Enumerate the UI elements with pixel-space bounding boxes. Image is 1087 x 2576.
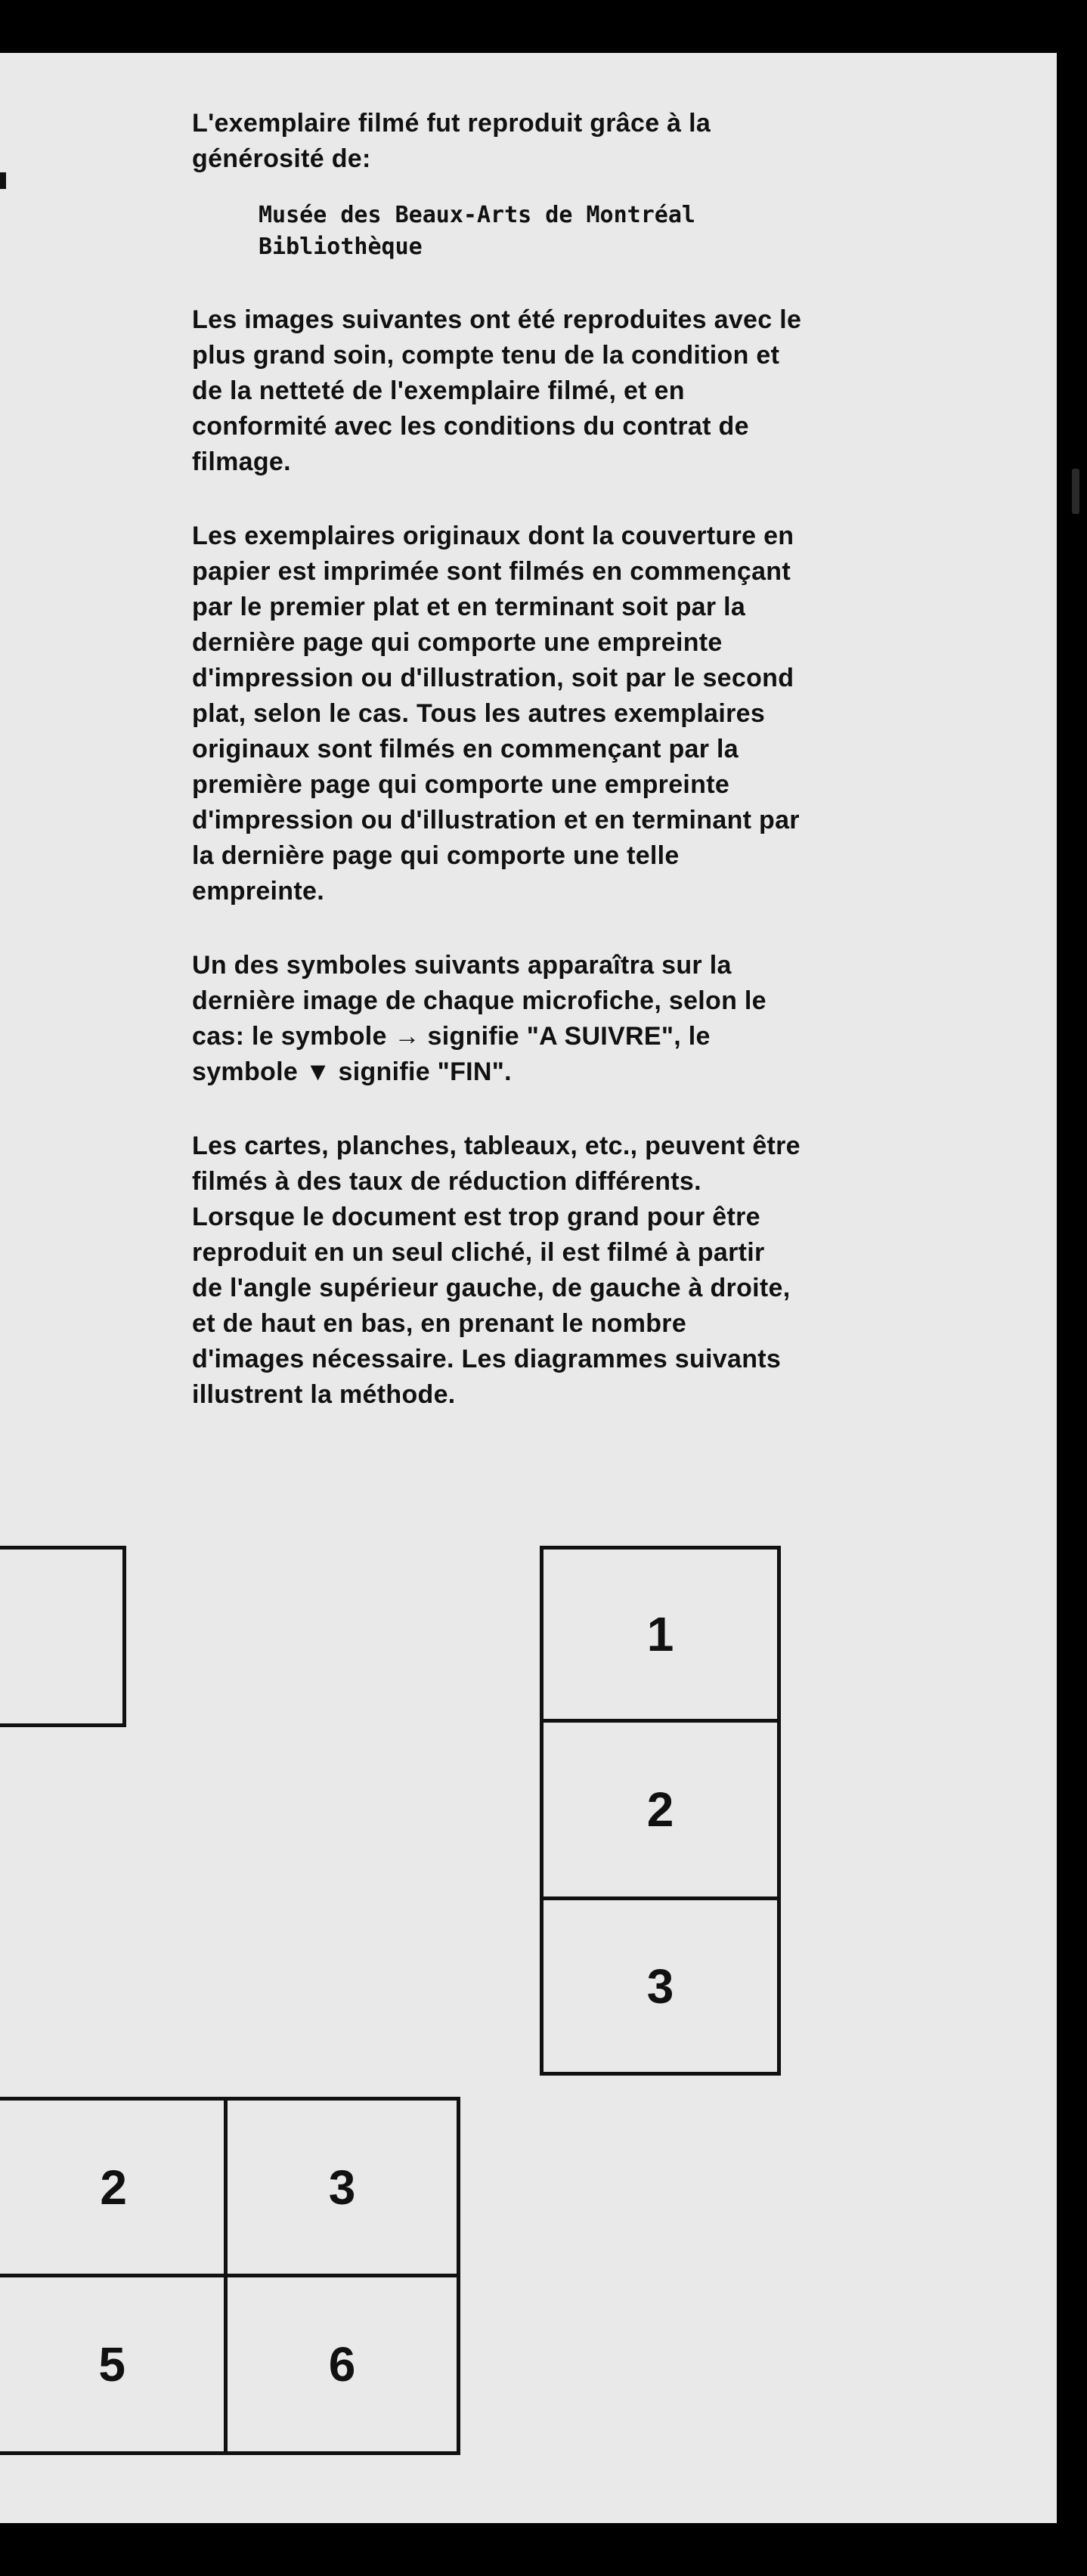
film-edge-mark — [1072, 469, 1079, 514]
diagram-grid-cell-6 — [224, 2274, 460, 2455]
triangle-down-icon: ▼ — [305, 1057, 331, 1086]
diagram-grid-cell-5 — [0, 2274, 228, 2455]
page-edge-mark — [0, 172, 6, 189]
intro-paragraph: L'exemplaire filmé fut reproduit grâce à la générosité de: — [192, 109, 711, 173]
paragraph-originals: Les exemplaires originaux dont la couverture en papier est imprimée sont filmés en commençant par le premier plat et en terminant soit par la dernière page qui comporte une empreinte d'impression ou d'illustration, soit par le second plat, selon le cas. Tous les autres exemplaires originaux sont filmés en commençant par la première page qui comporte une empreinte d'impression ou d'illustration et en terminant par la dernière page qui comporte une telle empreinte. — [192, 522, 800, 906]
cell-number: 5 — [98, 2337, 125, 2392]
paragraph-symbols — [192, 948, 971, 1090]
diagram-cell-vertical-2 — [540, 1719, 781, 1900]
diagram-grid-cell-3 — [224, 2097, 460, 2277]
cell-number: 6 — [328, 2337, 356, 2392]
library-name: Musée des Beaux-Arts de Montréal Bibliothèque — [259, 202, 695, 260]
diagram-grid-cell-2 — [0, 2097, 228, 2277]
symbols-text-a: Un des symboles suivants apparaîtra sur la dernière image de chaque microfiche, selon le cas: le symbole — [192, 951, 766, 1051]
diagram-cell-left-3 — [0, 1546, 126, 1727]
arrow-icon: → — [394, 1022, 420, 1051]
paragraph-maps: Les cartes, planches, tableaux, etc., peuvent être filmés à des taux de réduction différents. Lorsque le document est trop grand pour être reproduit en un seul cliché, il est filmé à partir de l'angle supérieur gauche, de gauche à droite, et de haut en bas, en prenant le nombre d'images nécessaire. Les diagrammes suivants illustrent la méthode. — [192, 1132, 801, 1409]
cell-number: 2 — [646, 1782, 674, 1837]
notice-text — [192, 106, 971, 1413]
cell-number: 3 — [328, 2160, 356, 2215]
cell-number: 1 — [646, 1607, 674, 1661]
diagram-cell-vertical-3 — [540, 1896, 781, 2076]
symbols-text-c: signifie "FIN". — [330, 1057, 512, 1086]
symbols-text-b: signifie "A SUIVRE", le symbole — [192, 1022, 711, 1086]
paragraph-images: Les images suivantes ont été reproduites avec le plus grand soin, compte tenu de la condition et de la netteté de l'exemplaire filmé, et en conformité avec les conditions du contrat de filmage. — [192, 305, 802, 476]
cell-number: 3 — [646, 1958, 674, 2014]
cell-number: 2 — [100, 2160, 127, 2215]
diagram-cell-vertical-1 — [540, 1546, 781, 1723]
